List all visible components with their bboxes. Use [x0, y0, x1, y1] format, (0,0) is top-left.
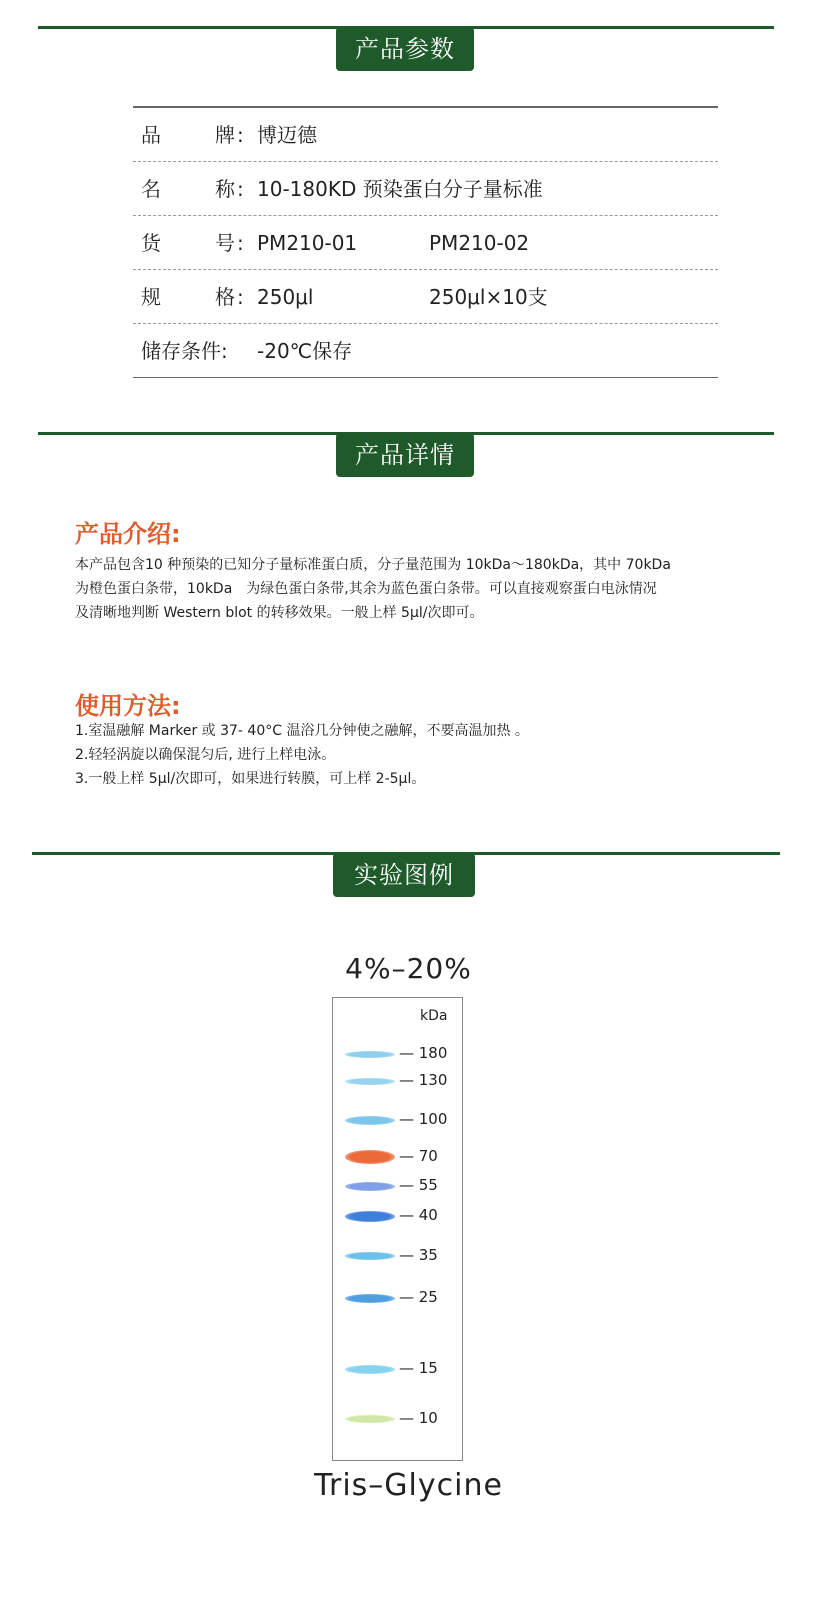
- gel-band-label: — 40: [399, 1206, 438, 1224]
- param-label: 号: [215, 231, 235, 255]
- param-row-storage: [133, 324, 718, 378]
- intro-line: 为橙色蛋白条带，10kDa 为绿色蛋白条带,其余为蓝色蛋白条带。可以直接观察蛋白电泳情况: [75, 581, 657, 597]
- param-label: 品: [141, 123, 161, 147]
- gel-band-label: — 10: [399, 1409, 438, 1427]
- section-title-details: 产品详情: [336, 433, 474, 477]
- gel-lane-image: [332, 997, 463, 1461]
- param-label: 名: [141, 177, 161, 201]
- gel-band-label: — 15: [399, 1359, 438, 1377]
- gel-band-label: — 180: [399, 1044, 448, 1062]
- usage-paragraph: [75, 719, 775, 791]
- param-value: PM210-02: [429, 231, 530, 255]
- param-row-catalog: [133, 216, 718, 270]
- usage-heading: 使用方法:: [75, 692, 181, 720]
- param-row-spec: [133, 270, 718, 324]
- param-label: 货: [141, 231, 161, 255]
- param-label: 规: [141, 285, 161, 309]
- gel-band-label: — 35: [399, 1246, 438, 1264]
- gel-band-label: — 100: [399, 1110, 448, 1128]
- param-value: 10-180KD 预染蛋白分子量标准: [257, 177, 543, 201]
- param-label: 称: [215, 177, 235, 201]
- intro-paragraph: [75, 553, 775, 625]
- param-value: -20℃保存: [257, 339, 353, 363]
- gel-band-180: [345, 1051, 395, 1058]
- param-value: 博迈德: [257, 123, 317, 147]
- usage-line: 3.一般上样 5μl/次即可，如果进行转膜，可上样 2-5μl。: [75, 771, 426, 787]
- gel-band-15: [345, 1365, 395, 1374]
- section-title-params: 产品参数: [336, 27, 474, 71]
- gel-band-130: [345, 1078, 395, 1085]
- param-row-name: [133, 162, 718, 216]
- gel-band-55: [345, 1182, 395, 1191]
- param-colon: :: [237, 177, 244, 201]
- usage-line: 1.室温融解 Marker 或 37- 40°C 温浴几分钟使之融解，不要高温加热 。: [75, 723, 529, 739]
- gel-band-label: — 70: [399, 1147, 438, 1165]
- param-label: 格: [215, 285, 235, 309]
- gel-buffer-label: Tris–Glycine: [314, 1468, 503, 1503]
- param-row-brand: [133, 108, 718, 162]
- gel-band-40: [345, 1211, 395, 1222]
- params-table: [133, 106, 718, 378]
- intro-line: 及清晰地判断 Western blot 的转移效果。一般上样 5μl/次即可。: [75, 605, 484, 621]
- gel-band-25: [345, 1294, 395, 1303]
- gel-band-label: — 25: [399, 1288, 438, 1306]
- param-colon: :: [237, 123, 244, 147]
- param-colon: :: [237, 231, 244, 255]
- gel-band-10: [345, 1415, 395, 1423]
- param-colon: :: [237, 285, 244, 309]
- section-title-example: 实验图例: [333, 853, 475, 897]
- usage-line: 2.轻轻涡旋以确保混匀后, 进行上样电泳。: [75, 747, 336, 763]
- gel-band-35: [345, 1252, 395, 1260]
- gel-band-70: [345, 1150, 395, 1164]
- param-value: 250μl×10支: [429, 285, 548, 309]
- param-label: 牌: [215, 123, 235, 147]
- gel-band-100: [345, 1116, 395, 1125]
- param-value: PM210-01: [257, 231, 358, 255]
- param-label: 储存条件:: [141, 339, 228, 363]
- intro-heading: 产品介绍:: [75, 520, 181, 548]
- gel-band-label: — 55: [399, 1176, 438, 1194]
- param-value: 250μl: [257, 285, 314, 309]
- gel-gradient-title: 4%–20%: [345, 952, 472, 985]
- intro-line: 本产品包含10 种预染的已知分子量标准蛋白质，分子量范围为 10kDa～180kDa，其中 70kDa: [75, 557, 671, 573]
- gel-unit-label: kDa: [420, 1008, 448, 1024]
- gel-band-label: — 130: [399, 1071, 448, 1089]
